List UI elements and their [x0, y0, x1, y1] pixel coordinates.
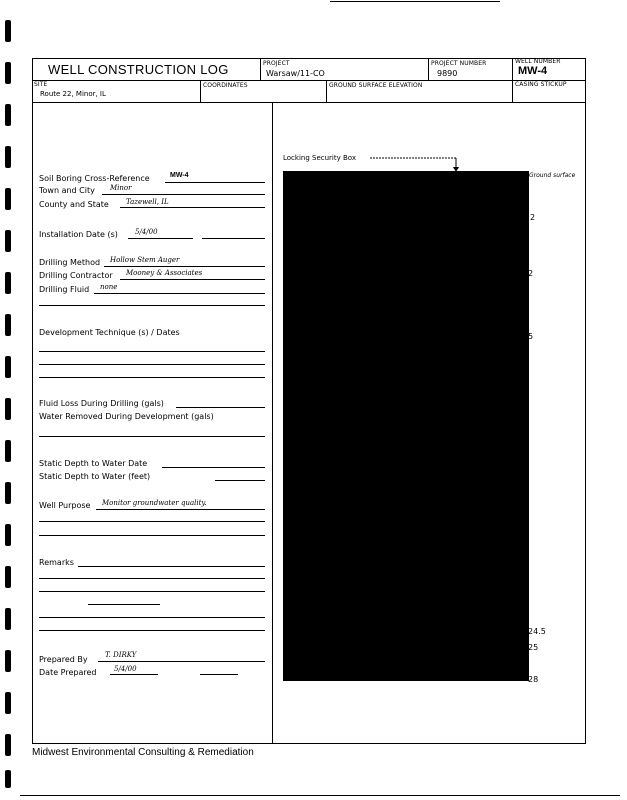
development-line-3 [39, 377, 265, 378]
binder-mark [5, 230, 11, 252]
date-prepared-value: 5/4/00 [114, 665, 137, 673]
purpose-line [96, 509, 265, 510]
binder-mark [5, 650, 11, 672]
water-removed-label: Water Removed During Development (gals) [39, 412, 214, 421]
body-divider [272, 102, 273, 744]
binder-mark [5, 608, 11, 630]
binder-mark [5, 770, 11, 788]
binder-mark [5, 692, 11, 714]
coordinates-label: COORDINATES [203, 82, 248, 89]
drilling-method-label: Drilling Method [39, 258, 101, 267]
project-label: PROJECT [263, 60, 290, 67]
company-footer: Midwest Environmental Consulting & Remediation [32, 747, 254, 758]
install-date-line-2 [202, 238, 265, 239]
prepared-by-value: T. DIRKY [105, 651, 137, 659]
depth-label: 25 [528, 643, 539, 652]
binder-mark [5, 734, 11, 756]
drilling-contractor-line [120, 279, 265, 280]
scan-edge-bottom [20, 795, 620, 796]
header-divider-2 [32, 102, 586, 103]
binder-mark [5, 188, 11, 210]
static-date-line [162, 467, 265, 468]
header-vline-2 [428, 58, 429, 80]
fluid-loss-line [176, 407, 265, 408]
prepared-by-line [98, 661, 265, 662]
binder-mark [5, 146, 11, 168]
binder-mark [5, 524, 11, 546]
remarks-line-6 [39, 630, 265, 631]
town-line [102, 194, 265, 195]
drilling-fluid-label: Drilling Fluid [39, 285, 90, 294]
date-prepared-line-2 [200, 674, 238, 675]
binder-mark [5, 104, 11, 126]
header-vline-5 [326, 80, 327, 102]
county-value: Tazewell, IL [126, 198, 169, 206]
header-vline-4 [200, 80, 201, 102]
install-date-value: 5/4/00 [135, 228, 158, 236]
drilling-method-line [104, 266, 265, 267]
binder-mark [5, 566, 11, 588]
static-feet-label: Static Depth to Water (feet) [39, 472, 151, 481]
depth-label: 2 [530, 213, 536, 222]
water-removed-line [39, 436, 265, 437]
remarks-line-1 [78, 566, 265, 567]
binder-mark [5, 20, 11, 42]
remarks-line-3 [39, 591, 265, 592]
soil-boring-value: MW-4 [170, 172, 189, 179]
project-value: Warsaw/11-CO [266, 69, 325, 78]
ground-elevation-label: GROUND SURFACE ELEVATION [329, 82, 423, 89]
site-value: Route 22, Minor, IL [40, 90, 106, 98]
remarks-label: Remarks [39, 558, 74, 567]
well-number-value: MW-4 [518, 65, 548, 77]
remarks-line-5 [39, 617, 265, 618]
ground-surface-label: Ground surface [529, 172, 576, 179]
drilling-fluid-line-2 [39, 305, 265, 306]
county-label: County and State [39, 200, 109, 209]
depth-label: 2 [528, 269, 534, 278]
page-title: WELL CONSTRUCTION LOG [48, 62, 229, 77]
install-date-label: Installation Date (s) [39, 230, 118, 239]
depth-label: 5 [528, 332, 534, 341]
header-vline-3 [512, 58, 513, 102]
prepared-by-label: Prepared By [39, 655, 88, 664]
depth-label: 24.5 [528, 627, 546, 636]
binder-mark [5, 272, 11, 294]
purpose-line-2 [39, 521, 265, 522]
soil-boring-label: Soil Boring Cross-Reference [39, 174, 150, 183]
county-line [120, 207, 265, 208]
binder-mark [5, 398, 11, 420]
drilling-fluid-line [94, 293, 265, 294]
development-line-2 [39, 364, 265, 365]
redacted-well-diagram [283, 171, 529, 681]
project-number-label: PROJECT NUMBER [431, 60, 487, 67]
purpose-label: Well Purpose [39, 501, 91, 510]
date-prepared-label: Date Prepared [39, 668, 97, 677]
static-date-label: Static Depth to Water Date [39, 459, 148, 468]
binder-mark [5, 356, 11, 378]
binder-mark [5, 62, 11, 84]
binder-mark [5, 440, 11, 462]
development-line-1 [39, 351, 265, 352]
soil-boring-line [165, 182, 265, 183]
scan-edge-top [330, 1, 500, 2]
purpose-value: Monitor groundwater quality. [102, 499, 207, 507]
binder-mark [5, 482, 11, 504]
town-label: Town and City [39, 186, 95, 195]
drilling-method-value: Hollow Stem Auger [110, 256, 180, 264]
drilling-contractor-value: Mooney & Associates [126, 269, 203, 277]
town-value: Minor [110, 184, 132, 192]
remarks-line-2 [39, 578, 265, 579]
development-label: Development Technique (s) / Dates [39, 328, 180, 337]
well-number-label: WELL NUMBER [515, 58, 561, 65]
install-date-line-1 [128, 238, 193, 239]
site-label: SITE [34, 81, 48, 88]
date-prepared-line-1 [110, 674, 158, 675]
depth-label: 28 [528, 675, 539, 684]
fluid-loss-label: Fluid Loss During Drilling (gals) [39, 399, 164, 408]
header-vline-1 [260, 58, 261, 80]
project-number-value: 9890 [437, 69, 458, 78]
remarks-line-4 [88, 604, 160, 605]
binder-mark [5, 314, 11, 336]
drilling-contractor-label: Drilling Contractor [39, 271, 113, 280]
locking-box-label: Locking Security Box [283, 154, 356, 162]
header-divider-1 [32, 80, 586, 81]
purpose-line-3 [39, 535, 265, 536]
static-feet-line [215, 480, 265, 481]
drilling-fluid-value: none [100, 283, 118, 291]
casing-stickup-label: CASING STICKUP [515, 81, 567, 88]
